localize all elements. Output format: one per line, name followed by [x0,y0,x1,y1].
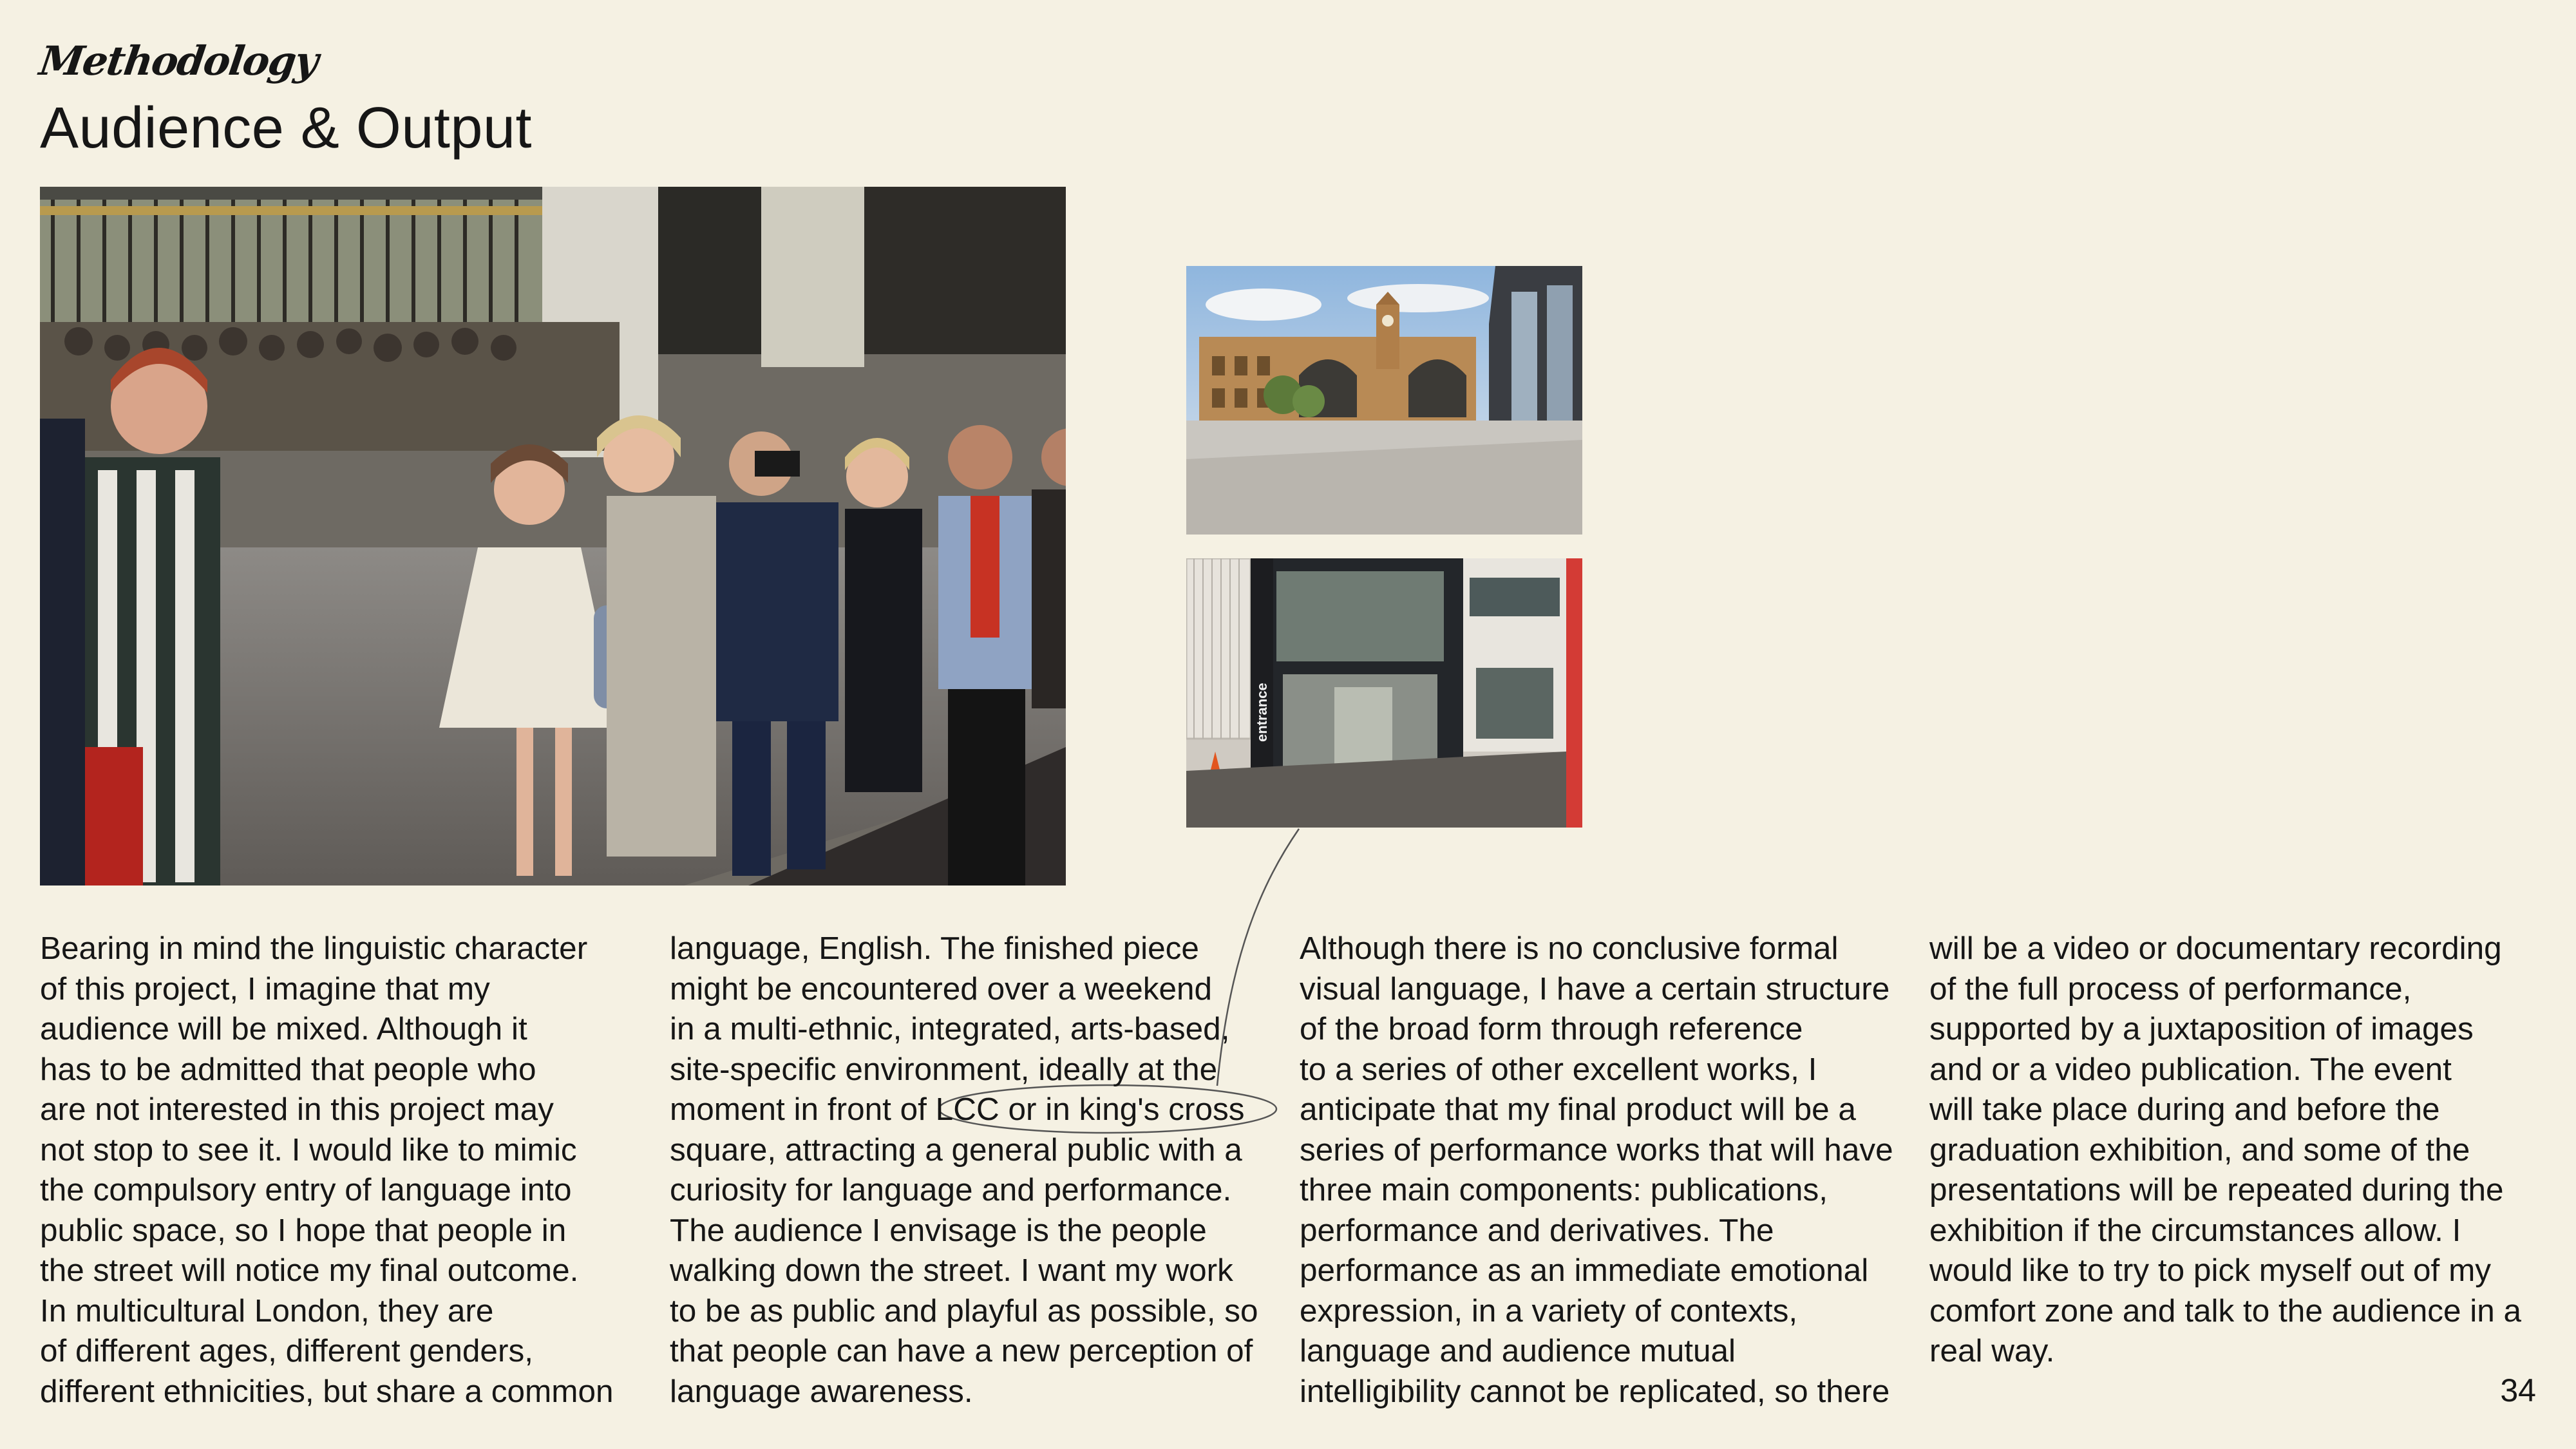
body-column-1: Bearing in mind the linguistic character of this project, I imagine that my audience will be mixed. Although it has to be admitted that people who are not interested in this project may not stop to see it. I would like to mimic the compulsory entry of language into public space, so I hope that people in the street will notice my final outcome. In multicultural London, they are of different ages, different genders, different ethnicities, but share a common [40,931,614,1409]
entrance-sign: entrance [1254,683,1270,742]
body-column-4: will be a video or documentary recording of the full process of performance, supported by a juxtaposition of images and or a video publication. The event will take place during and before the graduation exhibition, and some of the presentations will be repeated during the exhibition if the circumstances allow. I would like to try to pick myself out of my comfort zone and talk to the audience in a real way. [1929,931,2522,1368]
crowd-photo-graphic [40,187,1066,886]
page-title: Audience & Output [40,96,533,160]
page-number: 34 [2500,1372,2536,1408]
section-kicker: Methodology [36,37,321,84]
station-photo-graphic [1186,266,1582,535]
body-column-2: language, English. The finished piece might be encountered over a weekend in a multi-ethnic, integrated, arts-based, site-specific environment, ideally at the moment in front of LCC or in king's cross square, attracting a general public with a curiosity for language and performance. The audience I envisage is the people walking down the street. I want my work to be as public and playful as possible, so that people can have a new perception of language awareness. [670,931,1258,1409]
station-photo [1186,266,1582,535]
body-column-3: Although there is no conclusive formal visual language, I have a certain structure of the broad form through reference to a series of other excellent works, I anticipate that my final product will be a series of performance works that will have three main components: publications, performance and derivatives. The performance as an immediate emotional expression, in a variety of contexts, language and audience mutual intelligibility cannot be replicated, so there [1300,931,1893,1409]
crowd-photo [40,187,1066,886]
entrance-photo [1186,558,1582,828]
entrance-photo-graphic [1186,558,1582,828]
